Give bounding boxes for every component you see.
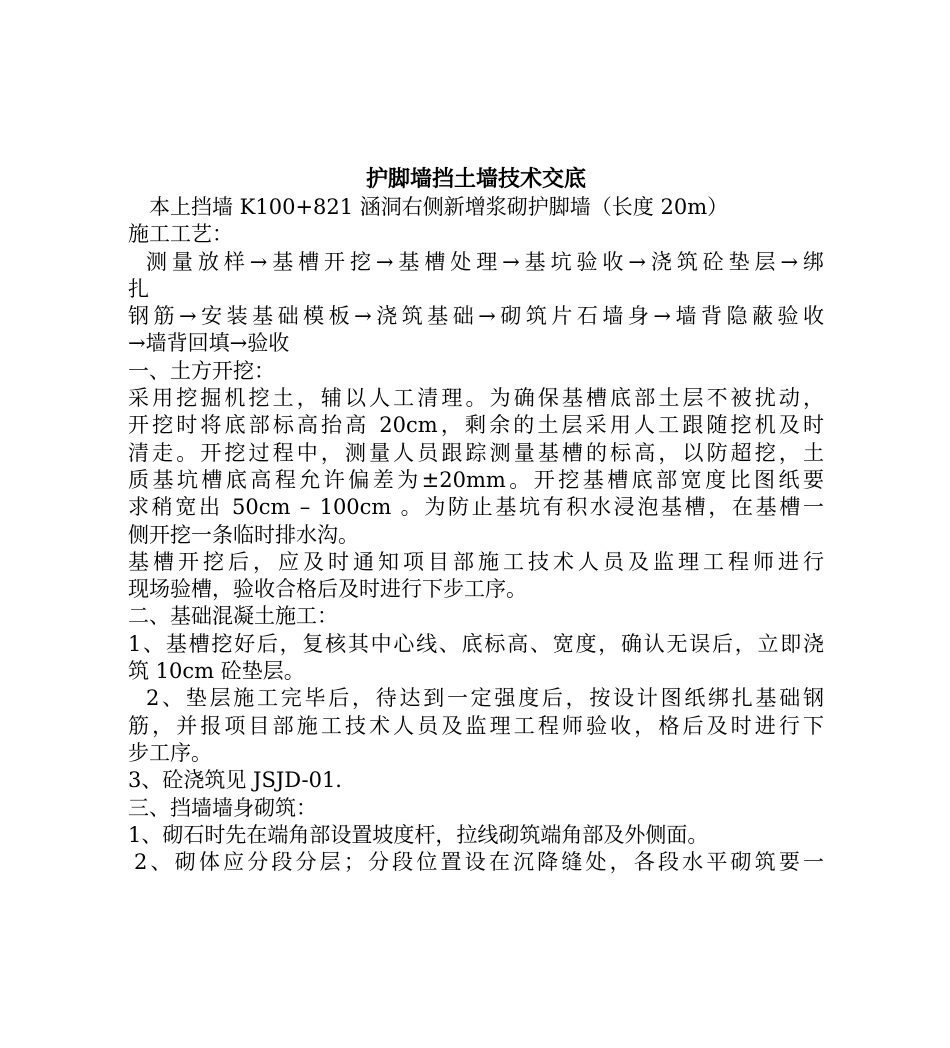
paragraph-line: 筋，并报项目部施工技术人员及监理工程师验收，格后及时进行下 [128, 713, 824, 738]
section-heading-concrete: 二、基础混凝土施工： [128, 604, 338, 629]
process-heading: 施工工艺： [128, 222, 233, 247]
paragraph-line: 2、垫层施工完毕后，待达到一定强度后，按设计图纸绑扎基础钢 [146, 686, 824, 711]
paragraph-line: 采用挖掘机挖土，辅以人工清理。为确保基槽底部土层不被扰动， [128, 386, 824, 411]
paragraph-line: 1、基槽挖好后，复核其中心线、底标高、宽度，确认无误后，立即浇 [128, 631, 824, 656]
paragraph-line: 2、砌体应分段分层；分段位置设在沉降缝处，各段水平砌筑要一 [134, 850, 824, 875]
paragraph-line: 现场验槽，验收合格后及时进行下步工序。 [128, 577, 527, 602]
process-flow-line-1: 测量放样→基槽开挖→基槽处理→基坑验收→浇筑砼垫层→绑 [146, 249, 824, 274]
paragraph-line: 清走。开挖过程中，测量人员跟踪测量基槽的标高，以防超挖，土 [128, 440, 824, 465]
paragraph-line: 1、砌石时先在端角部设置坡度杆，拉线砌筑端角部及外侧面。 [128, 822, 709, 847]
process-flow-line-3: 钢筋→安装基础模板→浇筑基础→砌筑片石墙身→墙背隐蔽验收 [128, 304, 824, 329]
paragraph-line: 开挖时将底部标高抬高 20cm，剩余的土层采用人工跟随挖机及时 [128, 413, 824, 438]
paragraph-line: 筑 10cm 砼垫层。 [128, 659, 305, 684]
paragraph-line: 3、砼浇筑见 JSJD-01. [128, 768, 342, 793]
section-heading-masonry: 三、挡墙墙身砌筑： [128, 795, 317, 820]
paragraph-line: 求稍宽出 50cm – 100cm 。为防止基坑有积水浸泡基槽，在基槽一 [128, 495, 824, 520]
paragraph-line: 侧开挖一条临时排水沟。 [128, 522, 359, 547]
process-flow-line-4: →墙背回填→验收 [128, 331, 290, 356]
paragraph-line: 质基坑槽底高程允许偏差为±20mm。开挖基槽底部宽度比图纸要 [128, 467, 824, 492]
process-flow-line-2: 扎 [128, 276, 149, 301]
section-heading-earthwork: 一、土方开挖： [128, 358, 275, 383]
paragraph-line: 步工序。 [128, 740, 212, 765]
project-description-line: 本上挡墙 K100+821 涵洞右侧新增浆砌护脚墙（长度 20m） [149, 195, 729, 219]
document-title: 护脚墙挡土墙技术交底 [365, 166, 586, 192]
document-body [128, 164, 824, 876]
paragraph-line: 基槽开挖后，应及时通知项目部施工技术人员及监理工程师进行 [128, 549, 824, 574]
